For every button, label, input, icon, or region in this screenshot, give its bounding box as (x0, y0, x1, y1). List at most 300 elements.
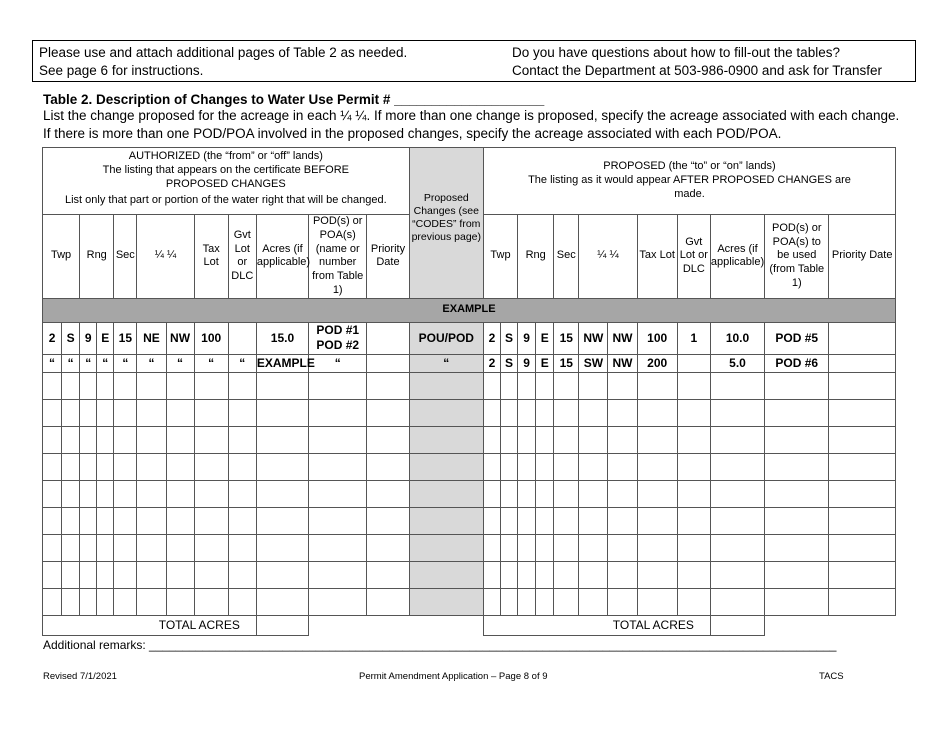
ex1-left-cell: POD #1 POD #2 (309, 322, 367, 354)
blank-cell[interactable] (228, 561, 256, 588)
blank-row (43, 453, 896, 480)
blank-cell[interactable] (166, 372, 194, 399)
col-acres: Acres (if applicable) (256, 215, 308, 299)
blank-cell[interactable] (367, 453, 409, 480)
ex1-left-cell: NW (166, 322, 194, 354)
ex1-right-cell: 2 (483, 322, 500, 354)
blank-cell[interactable] (256, 588, 308, 615)
blank-cell[interactable] (80, 534, 97, 561)
ex1-right-cell: 15 (554, 322, 579, 354)
blank-row (43, 534, 896, 561)
col-rng: Rng (80, 215, 114, 299)
blank-cell[interactable] (97, 588, 114, 615)
blank-cell[interactable] (194, 480, 228, 507)
blank-cell[interactable] (501, 507, 518, 534)
blank-cell[interactable] (166, 453, 194, 480)
blank-cell[interactable] (137, 453, 166, 480)
ex1-right-cell: 100 (637, 322, 677, 354)
blank-cell[interactable] (677, 426, 710, 453)
blank-cell[interactable] (483, 453, 500, 480)
ex2-right-cell: SW (579, 354, 608, 372)
blank-cell[interactable] (309, 507, 367, 534)
blank-cell[interactable] (62, 372, 80, 399)
col-rng-proposed: Rng (518, 215, 554, 299)
ex1-left-cell (367, 322, 409, 354)
total-acres-label-right: TOTAL ACRES (483, 615, 710, 635)
blank-cell[interactable] (114, 453, 137, 480)
blank-cell[interactable] (765, 480, 829, 507)
blank-cell[interactable] (80, 507, 97, 534)
blank-cell[interactable] (483, 426, 500, 453)
ex1-left-cell: 9 (80, 322, 97, 354)
blank-cell[interactable] (677, 399, 710, 426)
info-right-line1: Do you have questions about how to fill-out the tables? (512, 45, 840, 60)
blank-cell[interactable] (256, 426, 308, 453)
blank-cell[interactable] (166, 480, 194, 507)
ex2-right-cell: 9 (518, 354, 536, 372)
blank-cell[interactable] (579, 372, 608, 399)
blank-cell[interactable] (194, 588, 228, 615)
blank-cell[interactable] (829, 507, 896, 534)
blank-cell[interactable] (483, 399, 500, 426)
blank-change-cell[interactable] (409, 480, 483, 507)
blank-cell[interactable] (608, 372, 637, 399)
blank-cell[interactable] (228, 534, 256, 561)
blank-cell[interactable] (97, 480, 114, 507)
blank-cell[interactable] (43, 588, 62, 615)
blank-change-cell[interactable] (409, 534, 483, 561)
blank-cell[interactable] (97, 561, 114, 588)
ex1-right-cell: NW (608, 322, 637, 354)
blank-cell[interactable] (554, 480, 579, 507)
blank-change-cell[interactable] (409, 561, 483, 588)
blank-cell[interactable] (637, 399, 677, 426)
blank-cell[interactable] (710, 534, 764, 561)
blank-cell[interactable] (579, 534, 608, 561)
blank-cell[interactable] (166, 426, 194, 453)
blank-cell[interactable] (608, 426, 637, 453)
col-acres-proposed: Acres (if applicable) (710, 215, 764, 299)
blank-cell[interactable] (256, 453, 308, 480)
blank-cell[interactable] (829, 399, 896, 426)
blank-cell[interactable] (309, 399, 367, 426)
blank-cell[interactable] (367, 588, 409, 615)
blank-cell[interactable] (710, 588, 764, 615)
blank-cell[interactable] (554, 426, 579, 453)
ex1-left-cell: 100 (194, 322, 228, 354)
ex1-right-cell (829, 322, 896, 354)
ex2-left-cell: “ (43, 354, 62, 372)
blank-cell[interactable] (608, 399, 637, 426)
blank-cell[interactable] (829, 588, 896, 615)
blank-cell[interactable] (518, 507, 536, 534)
blank-cell[interactable] (518, 561, 536, 588)
ex1-right-cell: NW (579, 322, 608, 354)
blank-cell[interactable] (536, 588, 554, 615)
proposed-title-2: The listing as it would appear AFTER PROPOSED CHANGES are made. (528, 174, 851, 200)
blank-cell[interactable] (765, 561, 829, 588)
blank-cell[interactable] (579, 561, 608, 588)
blank-cell[interactable] (637, 426, 677, 453)
blank-cell[interactable] (228, 399, 256, 426)
col-taxlot-proposed: Tax Lot (637, 215, 677, 299)
blank-cell[interactable] (536, 399, 554, 426)
blank-cell[interactable] (536, 561, 554, 588)
blank-cell[interactable] (114, 372, 137, 399)
ex1-left-cell: NE (137, 322, 166, 354)
blank-cell[interactable] (367, 372, 409, 399)
blank-cell[interactable] (829, 534, 896, 561)
blank-change-cell[interactable] (409, 588, 483, 615)
blank-cell[interactable] (677, 561, 710, 588)
blank-cell[interactable] (367, 426, 409, 453)
blank-cell[interactable] (579, 507, 608, 534)
blank-cell[interactable] (579, 426, 608, 453)
blank-cell[interactable] (677, 588, 710, 615)
blank-cell[interactable] (765, 453, 829, 480)
blank-cell[interactable] (137, 480, 166, 507)
blank-cell[interactable] (483, 588, 500, 615)
ex2-change: “ (409, 354, 483, 372)
blank-cell[interactable] (137, 507, 166, 534)
blank-cell[interactable] (256, 534, 308, 561)
ex1-right-cell: 1 (677, 322, 710, 354)
blank-cell[interactable] (228, 372, 256, 399)
blank-cell[interactable] (765, 534, 829, 561)
blank-cell[interactable] (137, 372, 166, 399)
blank-cell[interactable] (194, 561, 228, 588)
blank-cell[interactable] (166, 588, 194, 615)
blank-cell[interactable] (114, 426, 137, 453)
ex2-right-cell: S (501, 354, 518, 372)
blank-cell[interactable] (483, 372, 500, 399)
total-acres-label-left: TOTAL ACRES (43, 615, 257, 635)
blank-cell[interactable] (637, 480, 677, 507)
blank-cell[interactable] (608, 561, 637, 588)
total-acres-input-left[interactable] (256, 615, 308, 635)
blank-cell[interactable] (97, 453, 114, 480)
ex2-right-cell: NW (608, 354, 637, 372)
instruction-line-2: If there is more than one POD/POA involved in the proposed changes, specify the acreage associated with each POD/POA. (43, 126, 782, 141)
blank-cell[interactable] (137, 561, 166, 588)
info-left-line1: Please use and attach additional pages of Table 2 as needed. (39, 45, 408, 60)
ex1-change: POU/POD (409, 322, 483, 354)
col-twp-proposed: Twp (483, 215, 517, 299)
ex1-right-cell: S (501, 322, 518, 354)
blank-cell[interactable] (194, 534, 228, 561)
blank-cell[interactable] (43, 372, 62, 399)
col-gvt: Gvt Lot or DLC (228, 215, 256, 299)
blank-cell[interactable] (62, 453, 80, 480)
blank-cell[interactable] (309, 453, 367, 480)
blank-cell[interactable] (518, 480, 536, 507)
blank-row (43, 480, 896, 507)
blank-cell[interactable] (194, 426, 228, 453)
blank-cell[interactable] (309, 588, 367, 615)
ex1-left-cell (228, 322, 256, 354)
blank-cell[interactable] (256, 480, 308, 507)
ex2-left-cell: “ (194, 354, 228, 372)
blank-cell[interactable] (579, 453, 608, 480)
ex2-left-cell (367, 354, 409, 372)
ex2-right-cell: 15 (554, 354, 579, 372)
blank-cell[interactable] (483, 534, 500, 561)
blank-cell[interactable] (62, 426, 80, 453)
blank-cell[interactable] (710, 480, 764, 507)
blank-cell[interactable] (677, 453, 710, 480)
blank-cell[interactable] (518, 426, 536, 453)
blank-cell[interactable] (194, 399, 228, 426)
blank-cell[interactable] (309, 534, 367, 561)
blank-cell[interactable] (80, 372, 97, 399)
blank-cell[interactable] (228, 453, 256, 480)
col-twp: Twp (43, 215, 80, 299)
additional-remarks[interactable]: Additional remarks: _______________________________________________________________________________________________________ (43, 638, 837, 652)
proposed-title-1: PROPOSED (the “to” or “on” lands) (603, 160, 776, 173)
blank-cell[interactable] (80, 588, 97, 615)
blank-cell[interactable] (608, 588, 637, 615)
blank-cell[interactable] (97, 534, 114, 561)
blank-cell[interactable] (309, 561, 367, 588)
blank-cell[interactable] (62, 588, 80, 615)
blank-cell[interactable] (166, 507, 194, 534)
blank-cell[interactable] (579, 399, 608, 426)
blank-cell[interactable] (80, 561, 97, 588)
blank-cell[interactable] (62, 561, 80, 588)
proposed-header (483, 148, 895, 215)
blank-cell[interactable] (137, 399, 166, 426)
blank-cell[interactable] (228, 588, 256, 615)
blank-cell[interactable] (43, 453, 62, 480)
blank-cell[interactable] (43, 426, 62, 453)
blank-cell[interactable] (518, 534, 536, 561)
blank-cell[interactable] (43, 534, 62, 561)
blank-cell[interactable] (114, 399, 137, 426)
blank-cell[interactable] (367, 534, 409, 561)
blank-cell[interactable] (637, 588, 677, 615)
blank-cell[interactable] (677, 507, 710, 534)
ex2-left-cell: “ (80, 354, 97, 372)
blank-cell[interactable] (62, 399, 80, 426)
blank-cell[interactable] (765, 588, 829, 615)
blank-cell[interactable] (637, 372, 677, 399)
blank-cell[interactable] (765, 372, 829, 399)
blank-cell[interactable] (97, 507, 114, 534)
info-box (32, 40, 916, 82)
blank-cell[interactable] (501, 372, 518, 399)
ex2-left-cell: “ (309, 354, 367, 372)
blank-cell[interactable] (166, 561, 194, 588)
blank-cell[interactable] (554, 561, 579, 588)
blank-cell[interactable] (637, 561, 677, 588)
blank-cell[interactable] (80, 453, 97, 480)
ex2-left-cell: “ (166, 354, 194, 372)
blank-cell[interactable] (62, 480, 80, 507)
blank-cell[interactable] (80, 480, 97, 507)
blank-cell[interactable] (501, 480, 518, 507)
blank-cell[interactable] (114, 507, 137, 534)
blank-cell[interactable] (114, 588, 137, 615)
ex2-left-cell: “ (62, 354, 80, 372)
blank-cell[interactable] (43, 507, 62, 534)
blank-cell[interactable] (43, 561, 62, 588)
blank-cell[interactable] (518, 372, 536, 399)
total-acres-input-right[interactable] (710, 615, 764, 635)
ex2-right-cell (829, 354, 896, 372)
info-left-line2: See page 6 for instructions. (39, 63, 204, 78)
blank-cell[interactable] (367, 399, 409, 426)
blank-cell[interactable] (518, 399, 536, 426)
blank-cell[interactable] (114, 534, 137, 561)
blank-cell[interactable] (228, 507, 256, 534)
blank-cell[interactable] (677, 372, 710, 399)
blank-change-cell[interactable] (409, 372, 483, 399)
blank-cell[interactable] (256, 372, 308, 399)
blank-cell[interactable] (367, 480, 409, 507)
example-label: EXAMPLE (43, 298, 896, 322)
blank-cell[interactable] (97, 426, 114, 453)
ex2-left-cell: “ (228, 354, 256, 372)
blank-cell[interactable] (536, 480, 554, 507)
blank-cell[interactable] (309, 426, 367, 453)
col-sec-proposed: Sec (554, 215, 579, 299)
blank-cell[interactable] (829, 453, 896, 480)
blank-cell[interactable] (554, 507, 579, 534)
blank-cell[interactable] (97, 399, 114, 426)
blank-cell[interactable] (637, 507, 677, 534)
blank-cell[interactable] (194, 453, 228, 480)
blank-cell[interactable] (256, 561, 308, 588)
blank-cell[interactable] (608, 453, 637, 480)
blank-cell[interactable] (554, 399, 579, 426)
blank-cell[interactable] (137, 534, 166, 561)
blank-cell[interactable] (554, 588, 579, 615)
blank-cell[interactable] (710, 399, 764, 426)
blank-cell[interactable] (536, 453, 554, 480)
blank-cell[interactable] (62, 507, 80, 534)
ex2-right-cell: 200 (637, 354, 677, 372)
blank-cell[interactable] (166, 399, 194, 426)
blank-cell[interactable] (608, 507, 637, 534)
ex2-right-cell (677, 354, 710, 372)
blank-cell[interactable] (367, 507, 409, 534)
blank-cell[interactable] (309, 480, 367, 507)
blank-cell[interactable] (710, 507, 764, 534)
blank-cell[interactable] (166, 534, 194, 561)
blank-cell[interactable] (608, 480, 637, 507)
blank-cell[interactable] (579, 588, 608, 615)
blank-cell[interactable] (536, 426, 554, 453)
blank-cell[interactable] (114, 480, 137, 507)
ex2-left-cell: EXAMPLE (256, 354, 308, 372)
blank-cell[interactable] (501, 399, 518, 426)
blank-cell[interactable] (765, 507, 829, 534)
blank-cell[interactable] (554, 534, 579, 561)
blank-cell[interactable] (608, 534, 637, 561)
ex2-left-cell: “ (114, 354, 137, 372)
blank-cell[interactable] (228, 480, 256, 507)
blank-cell[interactable] (536, 507, 554, 534)
example-row-1 (43, 322, 896, 354)
blank-cell[interactable] (554, 453, 579, 480)
blank-change-cell[interactable] (409, 426, 483, 453)
blank-cell[interactable] (80, 426, 97, 453)
blank-cell[interactable] (309, 372, 367, 399)
blank-cell[interactable] (677, 480, 710, 507)
blank-cell[interactable] (710, 561, 764, 588)
blank-cell[interactable] (829, 561, 896, 588)
authorized-note: List only that part or portion of the water right that will be changed. (65, 194, 387, 207)
blank-cell[interactable] (62, 534, 80, 561)
col-qq: ¼ ¼ (137, 215, 194, 299)
blank-cell[interactable] (367, 561, 409, 588)
ex2-right-cell: 5.0 (710, 354, 764, 372)
blank-cell[interactable] (501, 588, 518, 615)
blank-change-cell[interactable] (409, 507, 483, 534)
footer-page: Permit Amendment Application – Page 8 of 9 (359, 671, 548, 682)
blank-cell[interactable] (43, 399, 62, 426)
blank-cell[interactable] (256, 507, 308, 534)
blank-cell[interactable] (829, 426, 896, 453)
blank-cell[interactable] (483, 561, 500, 588)
blank-change-cell[interactable] (409, 399, 483, 426)
blank-cell[interactable] (518, 588, 536, 615)
blank-cell[interactable] (765, 426, 829, 453)
blank-change-cell[interactable] (409, 453, 483, 480)
blank-cell[interactable] (501, 534, 518, 561)
blank-cell[interactable] (554, 372, 579, 399)
blank-cell[interactable] (501, 561, 518, 588)
blank-cell[interactable] (194, 372, 228, 399)
blank-cell[interactable] (637, 534, 677, 561)
blank-cell[interactable] (114, 561, 137, 588)
table-heading: Table 2. Description of Changes to Water Use Permit # ____________________ (43, 92, 545, 107)
blank-cell[interactable] (710, 453, 764, 480)
footer-code: TACS (819, 671, 844, 682)
blank-cell[interactable] (137, 426, 166, 453)
blank-cell[interactable] (137, 588, 166, 615)
blank-cell[interactable] (710, 372, 764, 399)
blank-cell[interactable] (256, 399, 308, 426)
col-qq-proposed: ¼ ¼ (579, 215, 637, 299)
blank-cell[interactable] (710, 426, 764, 453)
blank-cell[interactable] (80, 399, 97, 426)
blank-cell[interactable] (194, 507, 228, 534)
blank-cell[interactable] (43, 480, 62, 507)
blank-cell[interactable] (97, 372, 114, 399)
blank-cell[interactable] (536, 372, 554, 399)
blank-cell[interactable] (501, 426, 518, 453)
col-sec: Sec (114, 215, 137, 299)
blank-cell[interactable] (518, 453, 536, 480)
blank-cell[interactable] (829, 372, 896, 399)
example-row-2 (43, 354, 896, 372)
blank-cell[interactable] (483, 507, 500, 534)
blank-cell[interactable] (829, 480, 896, 507)
info-right-line2: Contact the Department at 503-986-0900 and ask for Transfer (512, 63, 882, 78)
blank-cell[interactable] (637, 453, 677, 480)
blank-cell[interactable] (501, 453, 518, 480)
ex2-right-cell: E (536, 354, 554, 372)
blank-cell[interactable] (765, 399, 829, 426)
ex2-left-cell: “ (137, 354, 166, 372)
blank-cell[interactable] (483, 480, 500, 507)
blank-cell[interactable] (228, 426, 256, 453)
ex2-left-cell: “ (97, 354, 114, 372)
blank-cell[interactable] (677, 534, 710, 561)
blank-cell[interactable] (579, 480, 608, 507)
blank-cell[interactable] (536, 534, 554, 561)
